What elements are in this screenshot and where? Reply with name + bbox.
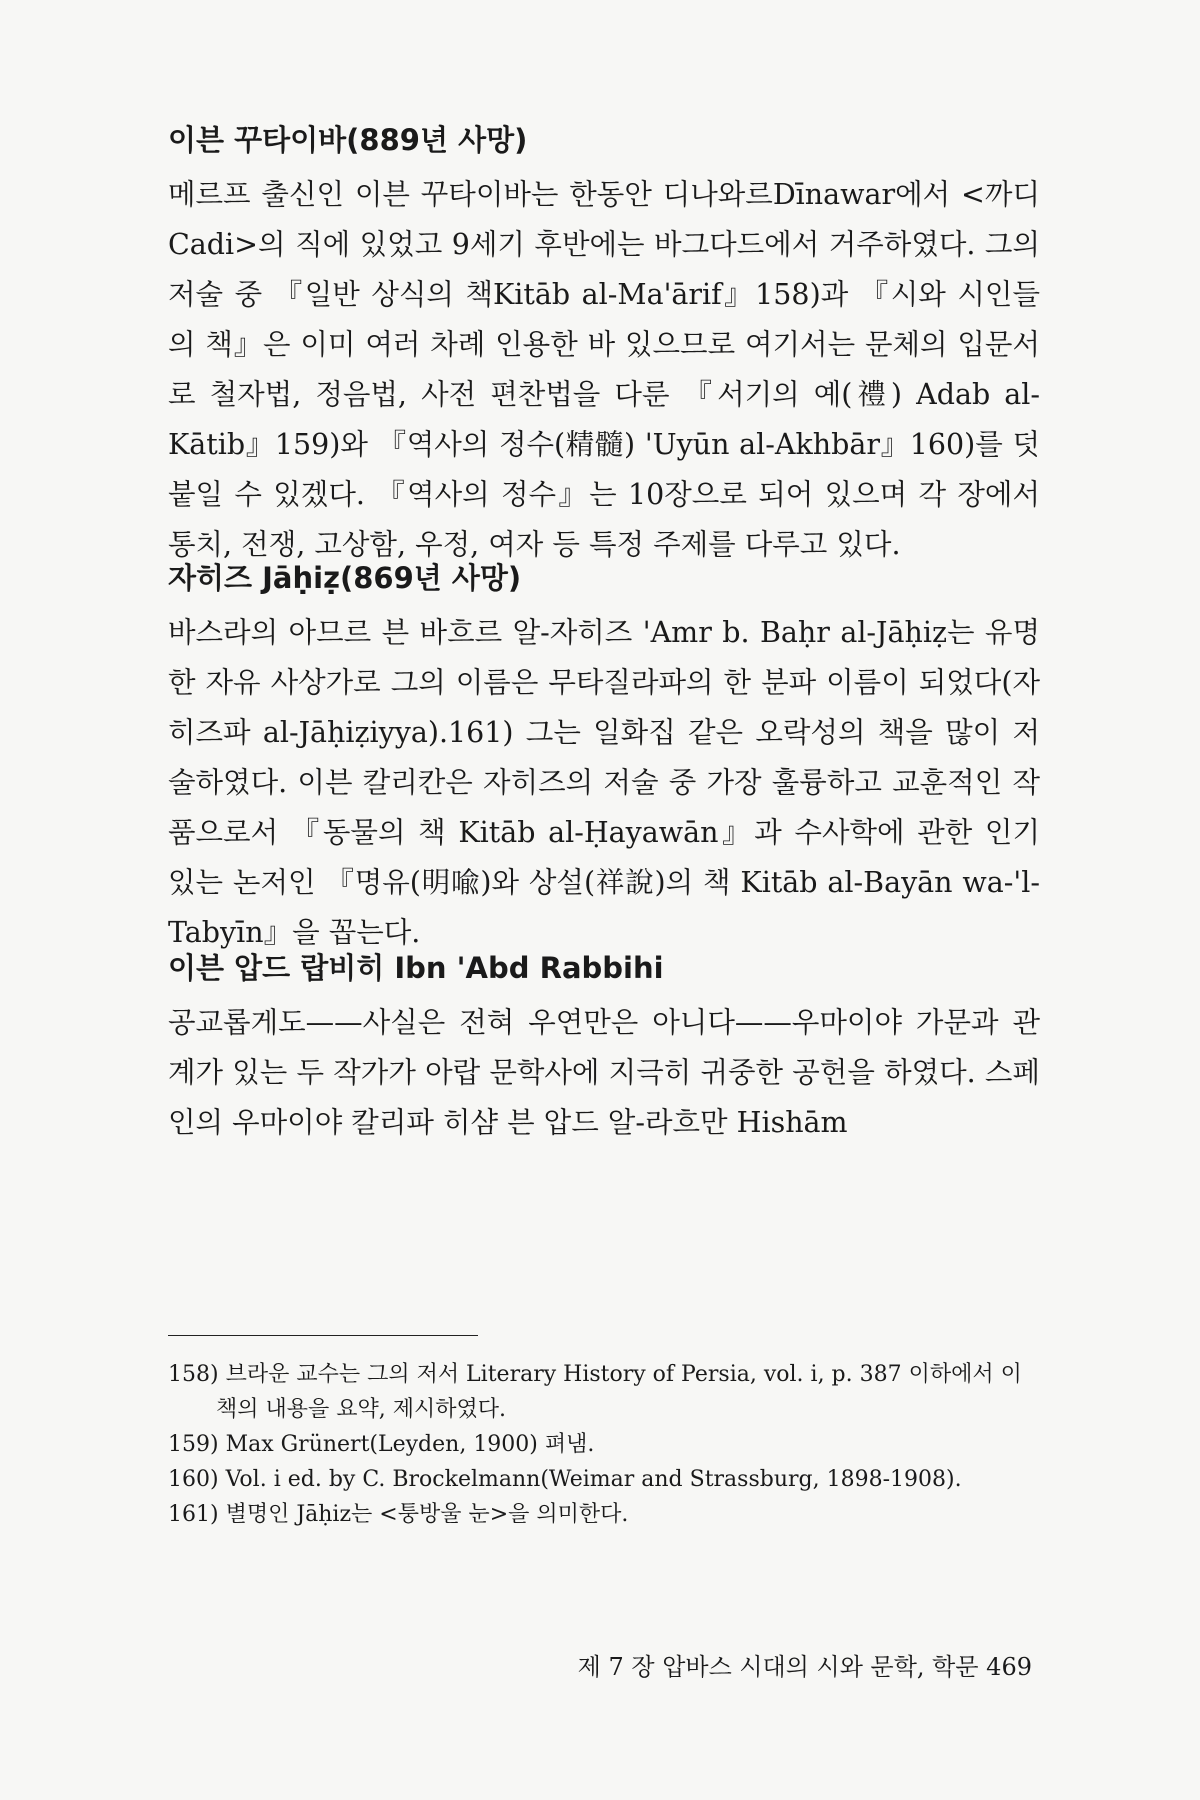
- section-ibn-abd-rabbihi: [168, 948, 1040, 1148]
- section-heading: 이븐 꾸타이바(889년 사망): [168, 123, 528, 157]
- section-heading: 이븐 압드 랍비히 Ibn 'Abd Rabbihi: [168, 951, 664, 985]
- footnotes: [168, 1357, 1040, 1532]
- footnote-159: 159) Max Grünert(Leyden, 1900) 펴냄.: [168, 1432, 595, 1457]
- section-paragraph: 공교롭게도——사실은 전혀 우연만은 아니다——우마이야 가문과 관계가 있는 두 작가가 아랍 문학사에 지극히 귀중한 공헌을 하였다. 스페인의 우마이야 칼리파 히샴 븐 압드 알-라흐만 Hishām: [168, 1006, 1040, 1139]
- section-jahiz: [168, 558, 1040, 958]
- section-paragraph: 바스라의 아므르 븐 바흐르 알-자히즈 'Amr b. Baḥr al-Jāḥiẓ는 유명한 자유 사상가로 그의 이름은 무타질라파의 한 분파 이름이 되었다(자히즈파 al-Jāḥiẓiyya).161) 그는 일화집 같은 오락성의 책을 많이 저술하였다. 이븐 칼리칸은 자히즈의 저술 중 가장 훌륭하고 교훈적인 작품으로서 『동물의 책 Kitāb al-Ḥayawān』과 수사학에 관한 인기 있는 논저인 『명유(明喩)와 상설(祥說)의 책 Kitāb al-Bayān wa-'l-Tabyīn』을 꼽는다.: [168, 616, 1040, 949]
- footnote-160: 160) Vol. i ed. by C. Brockelmann(Weimar and Strassburg, 1898-1908).: [168, 1467, 962, 1492]
- section-paragraph: 메르프 출신인 이븐 꾸타이바는 한동안 디나와르Dīnawar에서 <까디Cadi>의 직에 있었고 9세기 후반에는 바그다드에서 거주하였다. 그의 저술 중 『일반 상식의 책Kitāb al-Ma'ārif』158)과 『시와 시인들의 책』은 이미 여러 차례 인용한 바 있으므로 여기서는 문체의 입문서로 철자법, 정음법, 사전 편찬법을 다룬 『서기의 예(禮) Adab al-Kātib』159)와 『역사의 정수(精髓) 'Uyūn al-Akhbār』160)를 덧붙일 수 있겠다. 『역사의 정수』는 10장으로 되어 있으며 각 장에서 통치, 전쟁, 고상함, 우정, 여자 등 특정 주제를 다루고 있다.: [168, 178, 1040, 561]
- running-footer-page-number: 제 7 장 압바스 시대의 시와 문학, 학문 469: [577, 1653, 1032, 1681]
- footnote-divider: [168, 1335, 478, 1336]
- section-heading: 자히즈 Jāḥiẓ(869년 사망): [168, 561, 522, 595]
- footnote-161: 161) 별명인 Jāḥiz는 <퉁방울 눈>을 의미한다.: [168, 1502, 629, 1527]
- footnote-158: 158) 브라운 교수는 그의 저서 Literary History of Persia, vol. i, p. 387 이하에서 이 책의 내용을 요약, 제시하였다.: [168, 1362, 1022, 1422]
- section-ibn-qutaybah: [168, 120, 1040, 570]
